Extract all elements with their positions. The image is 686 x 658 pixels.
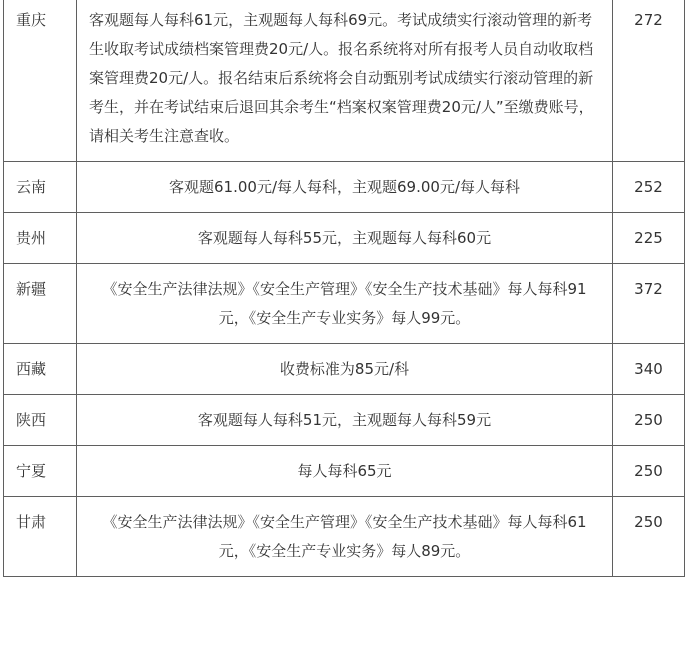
fee-description-cell: 《安全生产法律法规》《安全生产管理》《安全生产技术基础》每人每科61元，《安全生产专业实务》每人89元。 xyxy=(77,497,613,577)
total-fee-cell: 272 xyxy=(613,0,685,162)
table-row xyxy=(4,213,685,264)
fee-table xyxy=(3,0,685,577)
total-fee-cell: 252 xyxy=(613,162,685,213)
province-cell: 新疆 xyxy=(4,264,77,344)
table-row xyxy=(4,497,685,577)
fee-description-cell: 客观题每人每科55元，主观题每人每科60元 xyxy=(77,213,613,264)
total-fee-cell: 225 xyxy=(613,213,685,264)
total-fee-cell: 250 xyxy=(613,446,685,497)
table-row xyxy=(4,0,685,162)
fee-description-cell: 客观题每人每科51元，主观题每人每科59元 xyxy=(77,395,613,446)
province-cell: 宁夏 xyxy=(4,446,77,497)
table-row xyxy=(4,344,685,395)
fee-description-cell: 客观题每人每科61元，主观题每人每科69元。考试成绩实行滚动管理的新考生收取考试成绩档案管理费20元/人。报名系统将对所有报考人员自动收取档案管理费20元/人。报名结束后系统将会自动甄别考试成绩实行滚动管理的新考生，并在考试结束后退回其余考生“档案权案管理费20元/人”至缴费账号，请相关考生注意查收。 xyxy=(77,0,613,162)
province-cell: 重庆 xyxy=(4,0,77,162)
table-row xyxy=(4,264,685,344)
total-fee-cell: 250 xyxy=(613,395,685,446)
province-cell: 甘肃 xyxy=(4,497,77,577)
fee-description-cell: 每人每科65元 xyxy=(77,446,613,497)
province-cell: 陕西 xyxy=(4,395,77,446)
province-cell: 云南 xyxy=(4,162,77,213)
total-fee-cell: 372 xyxy=(613,264,685,344)
fee-description-cell: 《安全生产法律法规》《安全生产管理》《安全生产技术基础》每人每科91元，《安全生产专业实务》每人99元。 xyxy=(77,264,613,344)
table-row xyxy=(4,395,685,446)
total-fee-cell: 250 xyxy=(613,497,685,577)
table-row xyxy=(4,446,685,497)
province-cell: 贵州 xyxy=(4,213,77,264)
total-fee-cell: 340 xyxy=(613,344,685,395)
province-cell: 西藏 xyxy=(4,344,77,395)
table-row xyxy=(4,162,685,213)
fee-description-cell: 客观题61.00元/每人每科，主观题69.00元/每人每科 xyxy=(77,162,613,213)
fee-description-cell: 收费标准为85元/科 xyxy=(77,344,613,395)
